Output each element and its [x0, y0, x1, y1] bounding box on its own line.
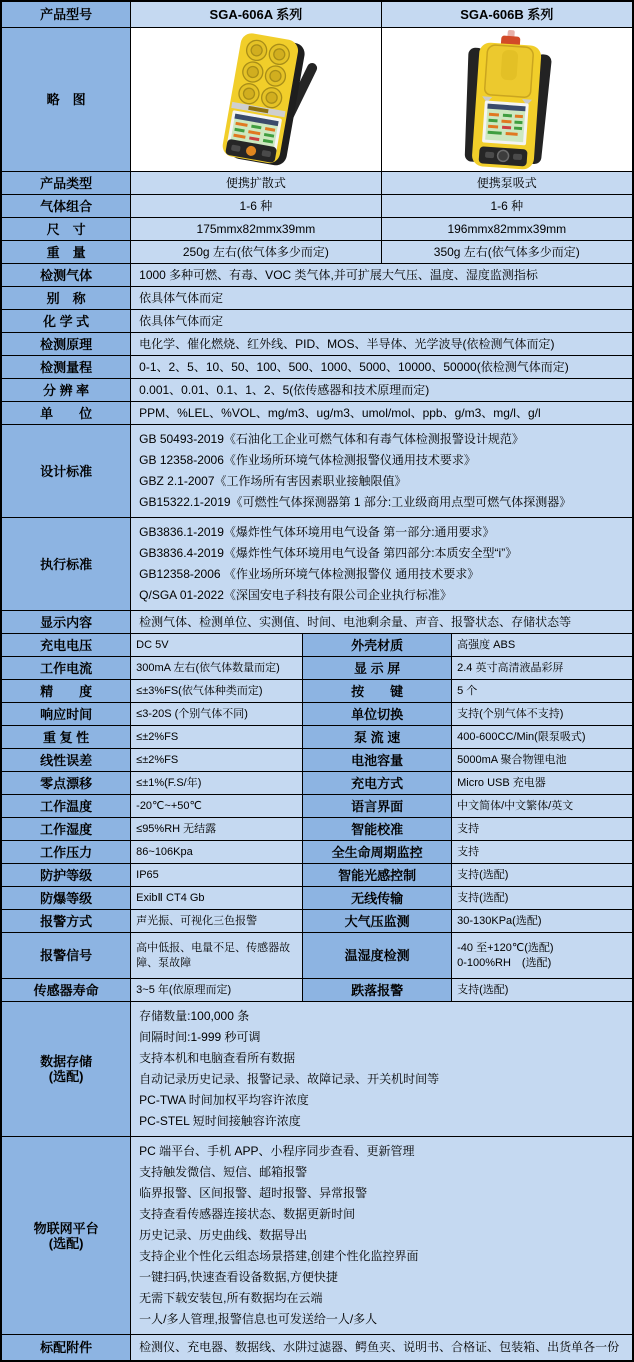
- table-row: [2, 818, 632, 841]
- row-label-line: 数据存储: [40, 1054, 93, 1069]
- table-row: [2, 726, 632, 749]
- row-label: 显示内容: [2, 611, 131, 633]
- standard-line: Q/SGA 01-2022《深国安电子科技有限公司企业执行标准》: [139, 588, 452, 602]
- row-value: 86~106Kpa: [131, 841, 303, 863]
- row-label: 标配附件: [2, 1335, 131, 1360]
- row-value: 依具体气体而定: [131, 310, 632, 332]
- row-value: 5000mA 聚合物锂电池: [452, 749, 632, 771]
- table-row-accessories: [2, 1335, 632, 1360]
- row-value: 检测仪、充电器、数据线、水阱过滤器、鳄鱼夹、说明书、合格证、包装箱、出货单各一份: [131, 1335, 632, 1360]
- row-value: 5 个: [452, 680, 632, 702]
- header-model-a: SGA-606A 系列: [131, 2, 381, 27]
- value-b: 350g 左右(依气体多少而定): [382, 241, 632, 263]
- row-label: 报警信号: [2, 933, 131, 978]
- sketch-cell-a: [131, 28, 381, 171]
- row-label: 重 量: [2, 241, 131, 263]
- storage-line: 间隔时间:1-999 秒可调: [139, 1030, 261, 1044]
- row-label: 工作温度: [2, 795, 131, 817]
- row-label: 全生命周期监控: [303, 841, 452, 863]
- table-row: [2, 887, 632, 910]
- row-label: 检测气体: [2, 264, 131, 286]
- row-value: ≤±1%(F.S/年): [131, 772, 303, 794]
- row-label: 执行标准: [2, 518, 131, 610]
- table-row-data-storage: [2, 1002, 632, 1137]
- row-label: 显 示 屏: [303, 657, 452, 679]
- table-row: [2, 218, 632, 241]
- row-label-line: (选配): [48, 1069, 84, 1084]
- table-row-exec-standard: [2, 518, 632, 611]
- storage-line: 存储数量:100,000 条: [139, 1009, 250, 1023]
- row-label: 温湿度检测: [303, 933, 452, 978]
- row-label: 分 辨 率: [2, 379, 131, 401]
- row-label: 化 学 式: [2, 310, 131, 332]
- row-label: 语言界面: [303, 795, 452, 817]
- row-value: 高中低报、电量不足、传感器故障、泵故障: [131, 933, 303, 978]
- iot-line: 支持查看传感器连接状态、数据更新时间: [139, 1207, 356, 1221]
- row-label: 按 键: [303, 680, 452, 702]
- row-value: Micro USB 充电器: [452, 772, 632, 794]
- value-b: 1-6 种: [382, 195, 632, 217]
- sketch-cell-b: [382, 28, 632, 171]
- value-b: 便携泵吸式: [382, 172, 632, 194]
- table-row: [2, 703, 632, 726]
- row-value: ≤±3%FS(依气体种类而定): [131, 680, 303, 702]
- row-label: 工作电流: [2, 657, 131, 679]
- row-value: 支持(个别气体不支持): [452, 703, 632, 725]
- row-label: 零点漂移: [2, 772, 131, 794]
- row-value: ≤3-20S (个别气体不同): [131, 703, 303, 725]
- row-label: 重 复 性: [2, 726, 131, 748]
- row-label: 大气压监测: [303, 910, 452, 932]
- row-value: 高强度 ABS: [452, 634, 632, 656]
- iot-line: 支持触发微信、短信、邮箱报警: [139, 1165, 308, 1179]
- row-value: 0.001、0.01、0.1、1、2、5(依传感器和技术原理而定): [131, 379, 632, 401]
- row-label: 检测原理: [2, 333, 131, 355]
- table-row: [2, 195, 632, 218]
- standard-line: GB12358-2006 《作业场所环境气体检测报警仪 通用技术要求》: [139, 567, 480, 581]
- row-label: 检测量程: [2, 356, 131, 378]
- row-value: ≤±2%FS: [131, 726, 303, 748]
- row-label: [2, 1137, 131, 1334]
- row-value: [131, 1002, 632, 1136]
- header-label: 产品型号: [2, 2, 131, 27]
- row-label: 产品类型: [2, 172, 131, 194]
- row-value: 中文简体/中文繁体/英文: [452, 795, 632, 817]
- row-value: ≤95%RH 无结露: [131, 818, 303, 840]
- row-label-line: 物联网平台: [33, 1220, 99, 1236]
- row-label: 防爆等级: [2, 887, 131, 909]
- value-line: -40 至+120℃(选配): [457, 941, 554, 954]
- row-label: 设计标准: [2, 425, 131, 517]
- iot-line: 临界报警、区间报警、超时报警、异常报警: [139, 1186, 368, 1200]
- row-value: 依具体气体而定: [131, 287, 632, 309]
- row-label: 泵 流 速: [303, 726, 452, 748]
- row-value: ≤±2%FS: [131, 749, 303, 771]
- value-a: 1-6 种: [131, 195, 381, 217]
- row-value: 声光振、可视化三色报警: [131, 910, 303, 932]
- table-row-design-standard: [2, 425, 632, 518]
- header-model-b: SGA-606B 系列: [382, 2, 632, 27]
- row-value: 3~5 年(依原理而定): [131, 979, 303, 1001]
- sga-606b-product-image: [437, 30, 577, 170]
- table-row: [2, 979, 632, 1002]
- row-value: 支持: [452, 841, 632, 863]
- table-row: [2, 310, 632, 333]
- row-label: 外壳材质: [303, 634, 452, 656]
- row-label: 报警方式: [2, 910, 131, 932]
- row-label: [2, 1002, 131, 1136]
- table-row: [2, 172, 632, 195]
- row-label: 无线传输: [303, 887, 452, 909]
- row-label: 精 度: [2, 680, 131, 702]
- table-row: [2, 356, 632, 379]
- row-label: 气体组合: [2, 195, 131, 217]
- iot-line: 无需下载安装包,所有数据均在云端: [139, 1291, 323, 1305]
- row-value: 支持(选配): [452, 887, 632, 909]
- sga-606a-product-image: [176, 30, 336, 170]
- storage-line: PC-TWA 时间加权平均容许浓度: [139, 1093, 309, 1107]
- standard-line: GB 50493-2019《石油化工企业可燃气体和有毒气体检测报警设计规范》: [139, 432, 524, 446]
- table-row-header: [2, 2, 632, 28]
- row-label: 电池容量: [303, 749, 452, 771]
- table-row: [2, 264, 632, 287]
- row-label: 别 称: [2, 287, 131, 309]
- value-a: 175mmx82mmx39mm: [131, 218, 381, 240]
- row-value: [131, 425, 632, 517]
- row-label: 充电方式: [303, 772, 452, 794]
- row-label: 响应时间: [2, 703, 131, 725]
- value-b: 196mmx82mmx39mm: [382, 218, 632, 240]
- row-label: 传感器寿命: [2, 979, 131, 1001]
- table-row-iot-platform: [2, 1137, 632, 1335]
- row-label: 防护等级: [2, 864, 131, 886]
- standard-line: GB15322.1-2019《可燃性气体探测器第 1 部分:工业级商用点型可燃气体探测器》: [139, 495, 572, 509]
- row-value: 支持(选配): [452, 864, 632, 886]
- row-value: [131, 1137, 632, 1334]
- iot-line: 支持企业个性化云组态场景搭建,创建个性化监控界面: [139, 1249, 419, 1263]
- row-label-line: (选配): [48, 1235, 84, 1251]
- row-label: 智能校准: [303, 818, 452, 840]
- iot-line: PC 端平台、手机 APP、小程序同步查看、更新管理: [139, 1144, 415, 1158]
- row-label: 尺 寸: [2, 218, 131, 240]
- row-value: 2.4 英寸高清液晶彩屏: [452, 657, 632, 679]
- iot-line: 历史记录、历史曲线、数据导出: [139, 1228, 308, 1242]
- storage-line: PC-STEL 短时间接触容许浓度: [139, 1114, 301, 1128]
- row-value: 1000 多种可燃、有毒、VOC 类气体,并可扩展大气压、温度、湿度监测指标: [131, 264, 632, 286]
- table-row: [2, 287, 632, 310]
- table-row: [2, 772, 632, 795]
- table-row: [2, 657, 632, 680]
- value-a: 250g 左右(依气体多少而定): [131, 241, 381, 263]
- row-value: PPM、%LEL、%VOL、mg/m3、ug/m3、umol/mol、ppb、g/m3、mg/l、g/l: [131, 402, 632, 424]
- sketch-label: 略 图: [2, 28, 131, 171]
- table-row: [2, 611, 632, 634]
- storage-line: 自动记录历史记录、报警记录、故障记录、开关机时间等: [139, 1072, 440, 1086]
- row-value: [131, 518, 632, 610]
- storage-line: 支持本机和电脑查看所有数据: [139, 1051, 296, 1065]
- row-label: 单 位: [2, 402, 131, 424]
- row-value: 400-600CC/Min(限泵吸式): [452, 726, 632, 748]
- row-value: 支持: [452, 818, 632, 840]
- value-line: 0-100%RH (选配): [457, 956, 552, 969]
- row-label: 工作压力: [2, 841, 131, 863]
- table-row: [2, 680, 632, 703]
- row-value: 300mA 左右(依气体数量而定): [131, 657, 303, 679]
- row-value: 检测气体、检测单位、实测值、时间、电池剩余量、声音、报警状态、存储状态等: [131, 611, 632, 633]
- table-row: [2, 910, 632, 933]
- row-label: 跌落报警: [303, 979, 452, 1001]
- table-row: [2, 634, 632, 657]
- table-row-sketch: [2, 28, 632, 172]
- row-label: 充电电压: [2, 634, 131, 656]
- row-label: 单位切换: [303, 703, 452, 725]
- standard-line: GB 12358-2006《作业场所环境气体检测报警仪通用技术要求》: [139, 453, 476, 467]
- row-value: 0-1、2、5、10、50、100、500、1000、5000、10000、50000(依检测气体而定): [131, 356, 632, 378]
- row-value: IP65: [131, 864, 303, 886]
- row-value: [452, 933, 632, 978]
- row-value: 支持(选配): [452, 979, 632, 1001]
- iot-line: 一键扫码,快速查看设备数据,方便快捷: [139, 1270, 338, 1284]
- table-row: [2, 933, 632, 979]
- row-value: -20℃~+50℃: [131, 795, 303, 817]
- table-row: [2, 333, 632, 356]
- row-value: 电化学、催化燃烧、红外线、PID、MOS、半导体、光学波导(依检测气体而定): [131, 333, 632, 355]
- standard-line: GB3836.1-2019《爆炸性气体环境用电气设备 第一部分:通用要求》: [139, 525, 495, 539]
- row-value: DC 5V: [131, 634, 303, 656]
- iot-line: 一人/多人管理,报警信息也可发送给一人/多人: [139, 1312, 378, 1326]
- table-row: [2, 749, 632, 772]
- table-row: [2, 841, 632, 864]
- table-row: [2, 402, 632, 425]
- table-row: [2, 795, 632, 818]
- table-row: [2, 241, 632, 264]
- table-row: [2, 864, 632, 887]
- row-label: 线性误差: [2, 749, 131, 771]
- row-label: 智能光感控制: [303, 864, 452, 886]
- standard-line: GBZ 2.1-2007《工作场所有害因素职业接触限值》: [139, 474, 407, 488]
- row-value: ExibⅡ CT4 Gb: [131, 887, 303, 909]
- row-value: 30-130KPa(选配): [452, 910, 632, 932]
- row-label: 工作湿度: [2, 818, 131, 840]
- table-row: [2, 379, 632, 402]
- value-a: 便携扩散式: [131, 172, 381, 194]
- standard-line: GB3836.4-2019《爆炸性气体环境用电气设备 第四部分:本质安全型“i”》: [139, 546, 518, 560]
